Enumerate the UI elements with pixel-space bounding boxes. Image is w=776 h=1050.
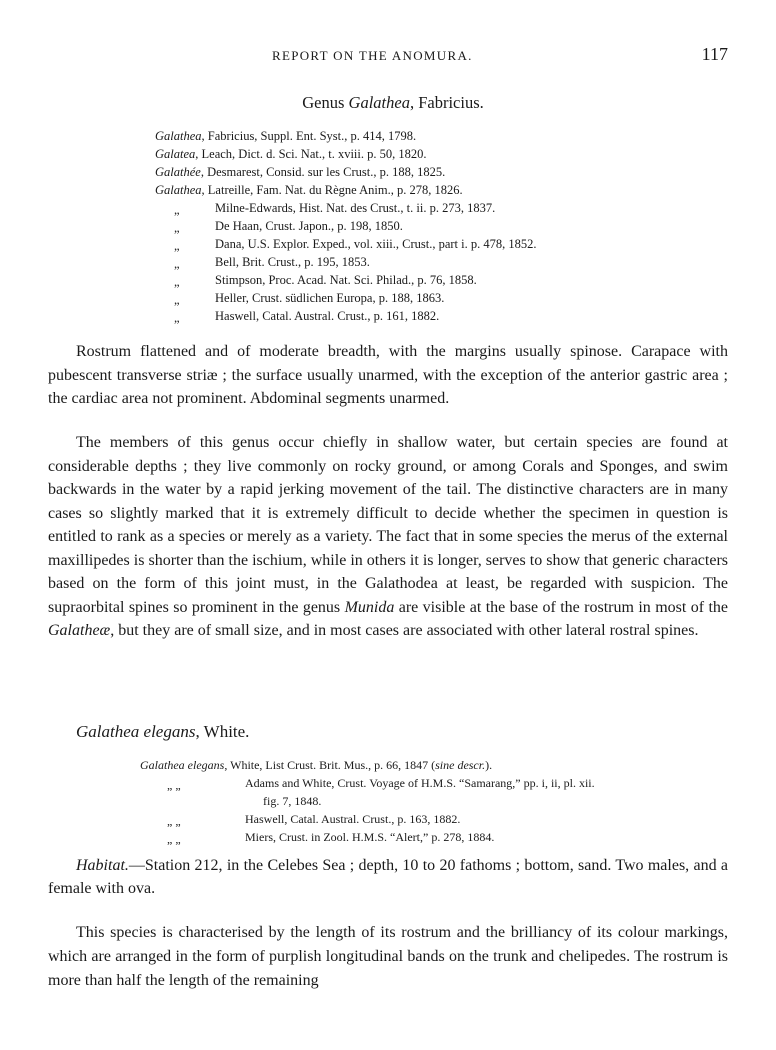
ditto-mark: „ „ — [167, 814, 181, 828]
synonymy-line: Bell, Brit. Crust., p. 195, 1853. — [215, 255, 370, 269]
ditto-mark: „ — [174, 311, 180, 325]
ditto-mark: „ — [174, 257, 180, 271]
genus-author: , Fabricius. — [409, 93, 484, 112]
species-author: , White. — [195, 722, 250, 741]
habitat-label: Habitat. — [76, 857, 129, 874]
synonymy-line: Galathée, Desmarest, Consid. sur les Crust., p. 188, 1825. — [155, 165, 446, 179]
habitat: Habitat.—Station 212, in the Celebes Sea ; depth, 10 to 20 fathoms ; bottom, sand. Two males, and a female with ova. — [48, 857, 728, 897]
synonymy-line: Miers, Crust. in Zool. H.M.S. “Alert,” p. 278, 1884. — [245, 830, 495, 844]
running-head — [0, 44, 776, 66]
genus-label: Genus — [302, 93, 345, 112]
synonymy-line: Stimpson, Proc. Acad. Nat. Sci. Philad., p. 76, 1858. — [215, 273, 477, 287]
synonymy-line: Galatea, Leach, Dict. d. Sci. Nat., t. xviii. p. 50, 1820. — [155, 147, 427, 161]
ditto-mark: „ — [174, 239, 180, 253]
species-description: This species is characterised by the length of its rostrum and the brilliancy of its colour markings, which are arranged in the form of purplish longitudinal bands on the trunk and chelipedes. The rostrum is more than half the length of the remaining — [48, 924, 728, 989]
synonymy-line: De Haan, Crust. Japon., p. 198, 1850. — [215, 219, 403, 233]
ditto-mark: „ — [174, 203, 180, 217]
ditto-mark: „ „ — [167, 832, 181, 846]
synonymy-line: Galathea, Fabricius, Suppl. Ent. Syst., p. 414, 1798. — [155, 129, 417, 143]
species-heading — [76, 722, 249, 742]
synonymy-line: fig. 7, 1848. — [263, 794, 322, 808]
genus-remarks: The members of this genus occur chiefly in shallow water, but certain species are found at considerable depths ; they live commonly on rocky ground, or among Corals and Sponges, and swim backwards in the water by a rapid jerking movement of the tail. The distinctive characters are in many cases so slightly marked that it is extremely difficult to decide whether the specimen in question is entitled to rank as a species or merely as a variety. The fact that in some species the merus of the external maxillipedes is shorter than the ischium, while in others it is longer, serves to show that generic characters based on the form of this joint must, in the Galathodea at least, be regarded with suspicion. The supraorbital spines so prominent in the genus Munida are visible at the base of the rostrum in most of the Galatheæ, but they are of small size, and in most cases are associated with other lateral rostral spines. — [48, 434, 728, 639]
synonymy-line: Adams and White, Crust. Voyage of H.M.S. “Samarang,” pp. i, ii, pl. xii. — [245, 776, 595, 790]
ditto-mark: „ — [174, 293, 180, 307]
genus-name: Galathea — [348, 93, 410, 112]
synonymy-line: Dana, U.S. Explor. Exped., vol. xiii., Crust., part i. p. 478, 1852. — [215, 237, 537, 251]
genus-heading — [0, 93, 776, 113]
running-title: REPORT ON THE ANOMURA. — [272, 48, 473, 63]
synonymy-line: Milne-Edwards, Hist. Nat. des Crust., t. ii. p. 273, 1837. — [215, 201, 496, 215]
synonymy-line: Haswell, Catal. Austral. Crust., p. 161, 1882. — [215, 309, 440, 323]
synonymy-line: Galathea, Latreille, Fam. Nat. du Règne Anim., p. 278, 1826. — [155, 183, 463, 197]
species-name: Galathea elegans — [76, 722, 196, 741]
ditto-mark: „ „ — [167, 778, 181, 792]
synonymy-line: Galathea elegans, White, List Crust. Brit. Mus., p. 66, 1847 (sine descr.). — [140, 758, 493, 772]
genus-reference: Galatheæ — [48, 622, 111, 639]
ditto-mark: „ — [174, 275, 180, 289]
synonymy-line: Haswell, Catal. Austral. Crust., p. 163, 1882. — [245, 812, 461, 826]
ditto-mark: „ — [174, 221, 180, 235]
genus-diagnosis: Rostrum flattened and of moderate breadth, with the margins usually spinose. Carapace with pubescent transverse striæ ; the surface usually unarmed, with the exception of the anterior gastric area ; the cardiac area not prominent. Abdominal segments unarmed. — [48, 343, 728, 407]
genus-reference: Munida — [344, 598, 395, 616]
page-number: 117 — [701, 44, 728, 64]
synonymy-line: Heller, Crust. südlichen Europa, p. 188, 1863. — [215, 291, 445, 305]
